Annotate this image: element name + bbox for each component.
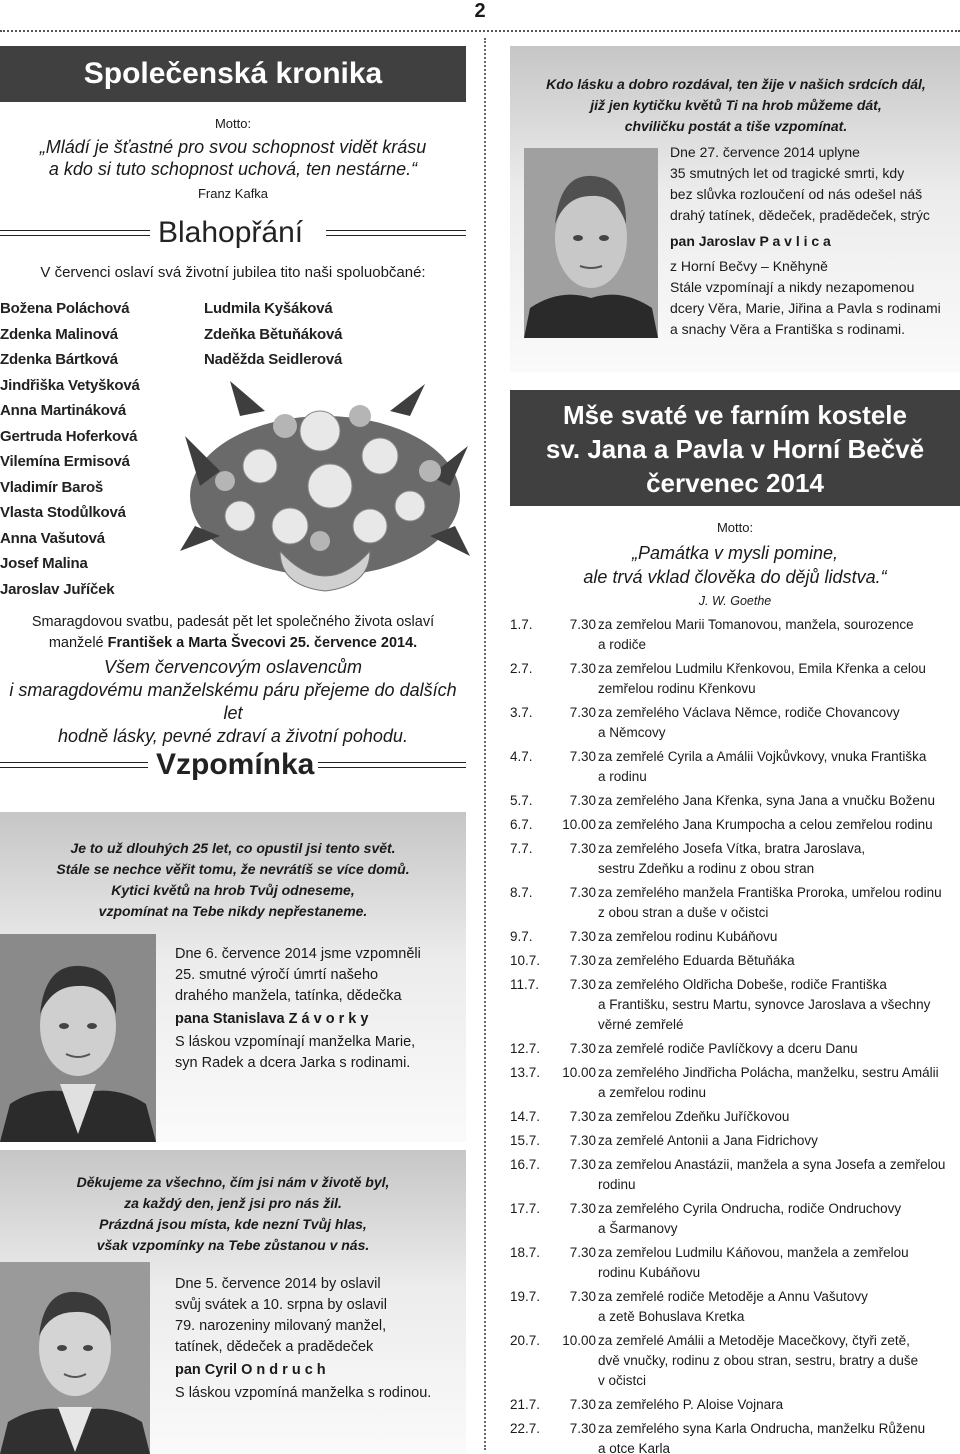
mass-date: 13.7. — [510, 1065, 541, 1080]
verse-line: chviličku postát a tiše vzpomínat. — [624, 118, 848, 134]
mass-time: 7.30 — [569, 793, 596, 808]
column-divider — [484, 38, 486, 1450]
memorial-line: a snachy Věra a Františka s rodinami. — [670, 321, 905, 337]
memorial-line: 79. narozeniny milovaný manžel, — [175, 1318, 387, 1334]
mass-intention-line: za zemřelé rodiče Metoděje a Annu Vašutovy — [598, 1289, 868, 1304]
memorial-line: drahého manžela, tatínka, dědečka — [175, 988, 402, 1004]
mass-time: 7.30 — [569, 1041, 596, 1056]
memorial-line: z Horní Bečvy – Kněhyně — [670, 258, 828, 274]
mass-intention — [598, 615, 960, 655]
wish-text — [0, 656, 466, 748]
memorial-line: Dne 6. července 2014 jsme vzpomněli — [175, 946, 421, 962]
mass-intention-line: za zemřelého syna Karla Ondrucha, manželku Růženu — [598, 1421, 926, 1436]
memorial-line: Dne 27. července 2014 uplyne — [670, 144, 860, 160]
mass-intention — [598, 1331, 960, 1391]
mass-intention-line: za zemřelou Ludmilu Káňovou, manžela a zemřelou — [598, 1245, 909, 1260]
mass-intention-line: za zemřelého P. Aloise Vojnara — [598, 1397, 784, 1412]
mass-intention-line: za zemřelého Václava Němce, rodiče Chovancovy — [598, 705, 900, 720]
mass-time: 7.30 — [569, 661, 596, 676]
mass-date: 3.7. — [510, 705, 533, 720]
motto-line: ale trvá vklad člověka do dějů lidstva.“ — [583, 567, 887, 587]
mass-entry — [510, 815, 960, 835]
mass-intention — [598, 703, 960, 743]
mass-intention — [598, 791, 960, 811]
portrait-photo — [0, 934, 156, 1142]
jubilee-name: Zdenka Bártková — [0, 351, 118, 368]
heading-text: Blahopřání — [158, 216, 304, 249]
mass-entry — [510, 703, 960, 743]
mass-intention-line: z obou stran a duše v očistci — [598, 905, 769, 920]
memorial-verse — [516, 74, 956, 137]
mass-time: 7.30 — [569, 977, 596, 992]
memorial-line: dcery Věra, Marie, Jiřina a Pavla s rodinami — [670, 300, 941, 316]
memorial-verse — [20, 1172, 446, 1256]
mass-intention — [598, 1107, 960, 1127]
verse-line: Kdo lásku a dobro rozdával, ten žije v našich srdcích dál, — [546, 76, 926, 92]
portrait-photo — [0, 1262, 150, 1454]
motto-label: Motto: — [214, 116, 252, 131]
mass-intention-line: a Němcovy — [598, 725, 666, 740]
verse-line: Je to už dlouhých 25 let, co opustil jsi tento svět. — [70, 840, 396, 856]
motto-author: J. W. Goethe — [698, 594, 772, 608]
mass-time: 7.30 — [569, 749, 596, 764]
mass-intention — [598, 815, 960, 835]
mass-time: 7.30 — [569, 885, 596, 900]
heading-congrats — [0, 216, 466, 250]
mass-intention-line: za zemřelého Josefa Vítka, bratra Jaroslava, — [598, 841, 866, 856]
names-column-1 — [0, 296, 190, 602]
mass-intention — [598, 1287, 960, 1327]
mass-banner-line: sv. Jana a Pavla v Horní Bečvě — [545, 434, 925, 464]
memorial-line: 25. smutné výročí úmrtí našeho — [175, 967, 379, 983]
top-divider — [0, 30, 960, 32]
mass-intention — [598, 1243, 960, 1283]
mass-intention-line: rodinu — [598, 1177, 636, 1192]
mass-intention-line: za zemřelého Jana Krumpocha a celou zemřelou rodinu — [598, 817, 933, 832]
mass-time: 7.30 — [569, 1133, 596, 1148]
mass-time: 7.30 — [569, 617, 596, 632]
memorial-line: Stále vzpomínají a nikdy nezapomenou — [670, 279, 915, 295]
mass-date: 18.7. — [510, 1245, 541, 1260]
mass-date: 8.7. — [510, 885, 533, 900]
wedding-text — [0, 612, 466, 654]
memorial-person-name: pan Jaroslav P a v l i c a — [670, 233, 831, 249]
memorial-person-name: pana Stanislava Z á v o r k y — [175, 1011, 369, 1027]
mass-date: 15.7. — [510, 1133, 541, 1148]
memorial-text — [670, 142, 958, 340]
memorial-person-name: pan Cyril O n d r u c h — [175, 1362, 326, 1378]
verse-line: Prázdná jsou místa, kde nezní Tvůj hlas, — [99, 1216, 367, 1232]
jubilee-name: Vilemína Ermisová — [0, 453, 130, 470]
heading-rule-line — [318, 762, 466, 768]
mass-date: 17.7. — [510, 1201, 541, 1216]
memorial-verse — [20, 838, 446, 922]
mass-entry — [510, 1287, 960, 1327]
mass-intention-line: za zemřelého manžela Františka Proroka, umřelou rodinu — [598, 885, 942, 900]
mass-date: 6.7. — [510, 817, 533, 832]
mass-intention-line: a rodiče — [598, 637, 647, 652]
mass-intention — [598, 1039, 960, 1059]
mass-intention-line: za zemřelou Zdeňku Juříčkovou — [598, 1109, 790, 1124]
mass-intention-line: za zemřelou Anastázii, manžela a syna Josefa a zemřelou — [598, 1157, 946, 1172]
jubilee-name: Jaroslav Juříček — [0, 580, 115, 598]
mass-date: 22.7. — [510, 1421, 541, 1436]
portrait-illustration — [0, 1262, 150, 1454]
heading-text: Vzpomínka — [156, 748, 315, 781]
mass-intention-line: za zemřelé Cyrila a Amálii Vojkůvkovy, vnuka Františka — [598, 749, 927, 764]
motto-label: Motto: — [716, 520, 754, 535]
mass-intention-line: dvě vnučky, rodinu z obou stran, sestru, bratry a duše — [598, 1353, 919, 1368]
memorial-line: syn Radek a dcera Jarka s rodinami. — [175, 1055, 411, 1071]
jubilee-name: Zdenka Malinová — [0, 325, 118, 343]
mass-entry — [510, 1107, 960, 1127]
mass-intention — [598, 1063, 960, 1103]
mass-intention-line: a zetě Bohuslava Kretka — [598, 1309, 745, 1324]
portrait-illustration — [0, 934, 156, 1142]
memorial-text — [175, 944, 465, 1074]
wish-line: hodně lásky, pevné zdraví a životní pohodu. — [58, 726, 408, 746]
mass-date: 21.7. — [510, 1397, 541, 1412]
mass-intention — [598, 1155, 960, 1195]
mass-intention — [598, 883, 960, 923]
mass-entry — [510, 839, 960, 879]
mass-entry — [510, 951, 960, 971]
mass-time: 7.30 — [569, 1289, 596, 1304]
mass-date: 1.7. — [510, 617, 533, 632]
heading-rule-line — [326, 230, 466, 236]
mass-time: 7.30 — [569, 953, 596, 968]
mass-date: 5.7. — [510, 793, 533, 808]
mass-entry — [510, 1419, 960, 1454]
mass-date: 2.7. — [510, 661, 533, 676]
mass-time: 10.00 — [562, 1065, 596, 1080]
memorial-line: bez slůvka rozloučení od nás odešel náš — [670, 186, 923, 202]
wedding-prefix: manželé — [48, 635, 108, 651]
section-banner: Společenská kronika — [0, 46, 466, 102]
mass-entry — [510, 659, 960, 699]
mass-intention-line: zemřelou rodinu Křenkovu — [598, 681, 756, 696]
mass-entry — [510, 747, 960, 787]
mass-intention-line: za zemřelou Ludmilu Křenkovou, Emila Křenka a celou — [598, 661, 926, 676]
mass-entry — [510, 1243, 960, 1283]
mass-date: 19.7. — [510, 1289, 541, 1304]
portrait-illustration — [524, 148, 658, 338]
mass-banner-line: Mše svaté ve farním kostele — [563, 400, 907, 430]
mass-date: 10.7. — [510, 953, 541, 968]
mass-date: 4.7. — [510, 749, 533, 764]
mass-time: 7.30 — [569, 841, 596, 856]
memorial-line: S láskou vzpomíná manželka s rodinou. — [175, 1385, 432, 1401]
wedding-line: Smaragdovou svatbu, padesát pět let společného života oslaví — [31, 614, 435, 630]
mass-entry — [510, 883, 960, 923]
mass-intention — [598, 1199, 960, 1239]
mass-time: 7.30 — [569, 705, 596, 720]
mass-entry — [510, 791, 960, 811]
jubilee-name: Ludmila Kyšáková — [204, 300, 333, 317]
mass-intention-line: za zemřelou Marii Tomanovou, manžela, sourozence — [598, 617, 914, 632]
mass-entry — [510, 1131, 960, 1151]
wedding-line — [0, 633, 466, 654]
mass-intention-line: za zemřelého Cyrila Ondrucha, rodiče Ondruchovy — [598, 1201, 902, 1216]
mass-intention-line: v očistci — [598, 1373, 647, 1388]
verse-line: již jen kytičku květů Ti na hrob můžeme dát, — [590, 97, 882, 113]
mass-intention-line: a zemřelou rodinu — [598, 1085, 707, 1100]
page-number: 2 — [474, 0, 486, 22]
mass-intention — [598, 975, 960, 1035]
motto-author: Franz Kafka — [197, 186, 269, 201]
verse-line: za každý den, jenž jsi pro nás žil. — [124, 1195, 342, 1211]
jubilee-name: Josef Malina — [0, 555, 88, 572]
mass-entry — [510, 1395, 960, 1415]
mass-entry — [510, 975, 960, 1035]
mass-intention-line: a otce Karla — [598, 1441, 671, 1454]
jubilee-name: Jindřiška Vetyšková — [0, 376, 140, 394]
wish-line: Všem červencovým oslavencům — [103, 657, 363, 677]
jubilee-name: Vladimír Baroš — [0, 478, 104, 496]
mass-entry — [510, 1199, 960, 1239]
memorial-line: drahý tatínek, dědeček, pradědeček, strýc — [670, 207, 930, 223]
heading-rule-line — [0, 762, 148, 768]
jubilee-name: Zdeňka Bětuňáková — [204, 325, 343, 343]
verse-line: Děkujeme za všechno, čím jsi nám v životě byl, — [76, 1174, 390, 1190]
verse-line: Kytici květů na hrob Tvůj odneseme, — [111, 882, 355, 898]
mass-intention — [598, 927, 960, 947]
jubilee-name: Anna Vašutová — [0, 529, 105, 547]
mass-intention-line: sestru Zdeňku a rodinu z obou stran — [598, 861, 815, 876]
memorial-text — [175, 1274, 465, 1404]
verse-line: však vzpomínky na Tebe zůstanou v nás. — [96, 1237, 370, 1253]
mass-entry — [510, 615, 960, 655]
mass-intention — [598, 951, 960, 971]
mass-time: 7.30 — [569, 1421, 596, 1436]
mass-intention-line: rodinu Kubáňovu — [598, 1265, 701, 1280]
mass-time: 10.00 — [562, 817, 596, 832]
mass-entry — [510, 1155, 960, 1195]
mass-date: 11.7. — [510, 977, 540, 992]
mass-intention-line: za zemřelého Jana Křenka, syna Jana a vnučku Boženu — [598, 793, 935, 808]
mass-intention-line: a Šarmanovy — [598, 1221, 678, 1236]
mass-time: 10.00 — [562, 1333, 596, 1348]
mass-intention-line: a Františku, sestru Martu, synovce Jaroslava a všechny — [598, 997, 931, 1012]
jubilee-name: Anna Martináková — [0, 402, 126, 419]
mass-time: 7.30 — [569, 929, 596, 944]
heading-memory — [0, 748, 466, 782]
verse-line: vzpomínat na Tebe nikdy nepřestaneme. — [98, 903, 368, 919]
motto-line: „Památka v mysli pomine, — [631, 543, 839, 563]
mass-intention-line: za zemřelé Amálii a Metoděje Macečkovy, čtyři zetě, — [598, 1333, 910, 1348]
mass-date: 14.7. — [510, 1109, 541, 1124]
mass-time: 7.30 — [569, 1397, 596, 1412]
memorial-line: tatínek, dědeček a pradědeček — [175, 1339, 374, 1355]
memorial-line: Dne 5. července 2014 by oslavil — [175, 1276, 381, 1292]
mass-intention — [598, 1131, 960, 1151]
mass-intention-line: věrné zemřelé — [598, 1017, 684, 1032]
mass-date: 12.7. — [510, 1041, 541, 1056]
jubilee-name: Božena Poláchová — [0, 300, 130, 317]
mass-intention-line: a rodinu — [598, 769, 647, 784]
mass-entry — [510, 1039, 960, 1059]
jubilee-name: Gertruda Hoferková — [0, 427, 138, 445]
mass-time: 7.30 — [569, 1157, 596, 1172]
mass-intention-line: za zemřelého Eduarda Bětuňáka — [598, 953, 795, 968]
mass-intention-line: za zemřelé rodiče Pavlíčkovy a dceru Danu — [598, 1041, 858, 1056]
motto-line: „Mládí je šťastné pro svou schopnost vidět krásu — [39, 137, 427, 157]
mass-intention-line: za zemřelou rodinu Kubáňovu — [598, 929, 778, 944]
flower-bouquet-image — [180, 376, 470, 598]
mass-date: 20.7. — [510, 1333, 541, 1348]
memorial-line: S láskou vzpomínají manželka Marie, — [175, 1034, 416, 1050]
mass-intention — [598, 747, 960, 787]
mass-intention — [598, 659, 960, 699]
intro-text: V červenci oslaví svá životní jubilea tito naši spoluobčané: — [40, 264, 426, 281]
mass-entry — [510, 1063, 960, 1103]
mass-time: 7.30 — [569, 1201, 596, 1216]
mass-date: 7.7. — [510, 841, 533, 856]
jubilee-name: Vlasta Stodůlková — [0, 504, 126, 521]
jubilee-name: Naděžda Seidlerová — [204, 351, 343, 368]
verse-line: Stále se nechce věřit tomu, že nevrátíš se více domů. — [56, 861, 410, 877]
heading-rule-line — [0, 230, 150, 236]
mass-intention-line: za zemřelého Jindřicha Polácha, manželku, sestru Amálii — [598, 1065, 939, 1080]
mass-date: 9.7. — [510, 929, 533, 944]
wish-line: i smaragdovému manželskému páru přejeme do dalších let — [9, 680, 457, 723]
mass-time: 7.30 — [569, 1109, 596, 1124]
portrait-photo — [524, 148, 658, 338]
names-column-2 — [204, 296, 404, 373]
mass-entry — [510, 927, 960, 947]
memorial-line: svůj svátek a 10. srpna by oslavil — [175, 1297, 387, 1313]
memorial-line: 35 smutných let od tragické smrti, kdy — [670, 165, 905, 181]
mass-banner — [510, 390, 960, 506]
mass-intention-line: za zemřelé Antonii a Jana Fidrichovy — [598, 1133, 818, 1148]
mass-date: 16.7. — [510, 1157, 541, 1172]
mass-banner-line: červenec 2014 — [646, 468, 824, 498]
motto-line: a kdo si tuto schopnost uchová, ten nestárne.“ — [48, 159, 418, 179]
mass-time: 7.30 — [569, 1245, 596, 1260]
mass-intention — [598, 1395, 960, 1415]
mass-intention — [598, 839, 960, 879]
wedding-couple: František a Marta Švecovi 25. července 2014. — [107, 635, 418, 651]
mass-intention — [598, 1419, 960, 1454]
mass-intention-line: za zemřelého Oldřicha Dobeše, rodiče Františka — [598, 977, 887, 992]
mass-entry — [510, 1331, 960, 1391]
